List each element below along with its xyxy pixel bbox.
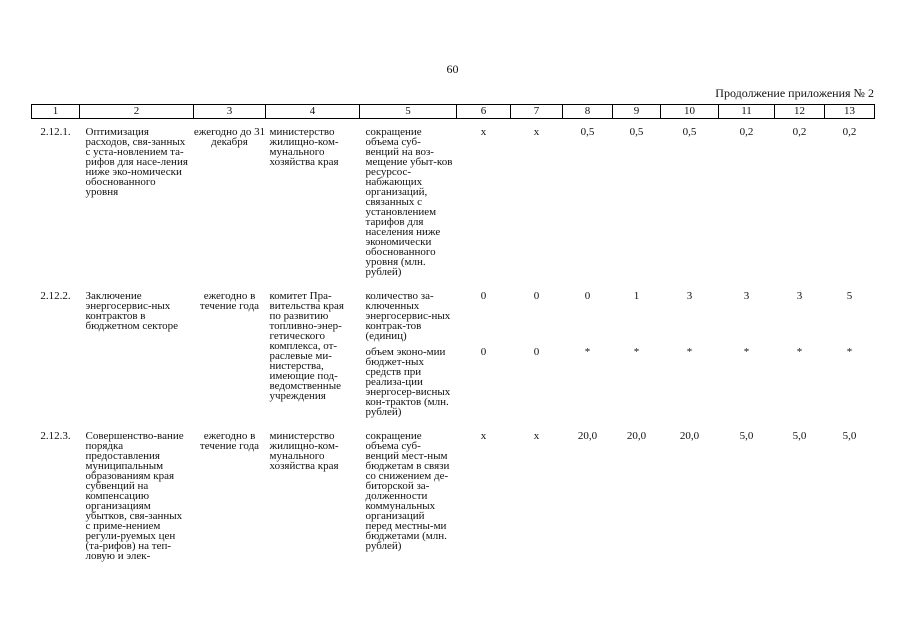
row-value: 0	[533, 290, 540, 302]
row-name: Заключение энергосервис-ных контрактов в бюджетном секторе	[85, 290, 179, 332]
row-value: х	[480, 430, 487, 442]
row-value: 0,2	[739, 126, 754, 138]
row-value: 5	[846, 290, 853, 302]
row-value: х	[533, 126, 540, 138]
row-value: 5,0	[842, 430, 857, 442]
header-cell: 9	[613, 105, 661, 119]
row-name: Оптимизация расходов, свя-занных с уста-новлением та-рифов для насе-ления ниже эко-номически обоснованного уровня	[85, 126, 188, 198]
header-cell: 7	[511, 105, 563, 119]
header-cell: 3	[194, 105, 266, 119]
header-cell: 11	[719, 105, 775, 119]
row-responsible: министерство жилищно-ком-мунального хозяйства края	[269, 430, 339, 472]
row-indicator: объем эконо-мии бюджет-ных средств при реализа-ции энергосер-висных кон-трактов (млн. рублей)	[365, 346, 451, 418]
row-term: ежегодно в течение года	[199, 290, 260, 312]
plan-table	[31, 104, 875, 561]
row-value: *	[796, 346, 803, 358]
header-cell: 4	[266, 105, 360, 119]
row-value: 0	[480, 290, 487, 302]
row-value: *	[846, 346, 853, 358]
table-row	[32, 119, 875, 278]
header-cell: 13	[825, 105, 875, 119]
row-value: 3	[686, 290, 693, 302]
row-value: *	[584, 346, 591, 358]
row-name: Совершенство-вание порядка предоставления муниципальным образованиям края субвенций на компенсацию организациям убытков, свя-занных с приме-нением регули-руемых цен (та-рифов) на теп-ловую и элек-	[85, 430, 184, 562]
row-term: ежегодно до 31 декабря	[193, 126, 266, 148]
header-cell: 12	[775, 105, 825, 119]
row-responsible: комитет Пра-вительства края по развитию топливно-энер-гетического комплекса, от-раслевые ми-нистерства, имеющие под-ведомственные учреждения	[269, 290, 344, 402]
row-value: х	[533, 430, 540, 442]
row-value: 0,5	[580, 126, 595, 138]
row-value: 3	[796, 290, 803, 302]
row-code: 2.12.3.	[40, 430, 71, 442]
row-value: 5,0	[792, 430, 807, 442]
row-value: х	[480, 126, 487, 138]
row-value: 20,0	[577, 430, 598, 442]
row-term: ежегодно в течение года	[199, 430, 260, 452]
row-code: 2.12.1.	[40, 126, 71, 138]
row-value: 3	[743, 290, 750, 302]
table-row	[32, 277, 875, 341]
row-responsible: министерство жилищно-ком-мунального хозяйства края	[269, 126, 339, 168]
row-value: 0,2	[842, 126, 857, 138]
row-value: 20,0	[679, 430, 700, 442]
table-row	[32, 417, 875, 561]
header-row	[32, 105, 875, 119]
row-indicator: сокращение объема суб-венций на воз-мещение убыт-ков ресурсос-набжающих организаций, связанных с установлением тарифов для населения ниже экономически обоснованного уровня (млн. рублей)	[365, 126, 453, 278]
row-value: 0	[584, 290, 591, 302]
row-value: *	[743, 346, 750, 358]
page-number: 60	[446, 62, 459, 76]
row-value: 0,5	[629, 126, 644, 138]
header-cell: 6	[457, 105, 511, 119]
header-cell: 1	[32, 105, 80, 119]
header-cell: 10	[661, 105, 719, 119]
header-cell: 5	[360, 105, 457, 119]
row-value: 5,0	[739, 430, 754, 442]
row-value: 1	[633, 290, 640, 302]
row-value: *	[633, 346, 640, 358]
row-indicator: сокращение объема суб-венций мест-ным бюджетам в связи со снижением де-биторской за-долженности коммунальных организаций перед местны-ми бюджетами (млн. рублей)	[365, 430, 450, 552]
continuation-note: Продолжение приложения № 2	[715, 86, 874, 100]
row-value: 0,5	[682, 126, 697, 138]
row-code: 2.12.2.	[40, 290, 71, 302]
row-indicator: количество за-ключенных энергосервис-ных контрак-тов (единиц)	[365, 290, 451, 342]
row-value: 0,2	[792, 126, 807, 138]
row-value: 0	[480, 346, 487, 358]
header-cell: 2	[80, 105, 194, 119]
header-cell: 8	[563, 105, 613, 119]
row-value: 20,0	[626, 430, 647, 442]
row-value: 0	[533, 346, 540, 358]
row-value: *	[686, 346, 693, 358]
